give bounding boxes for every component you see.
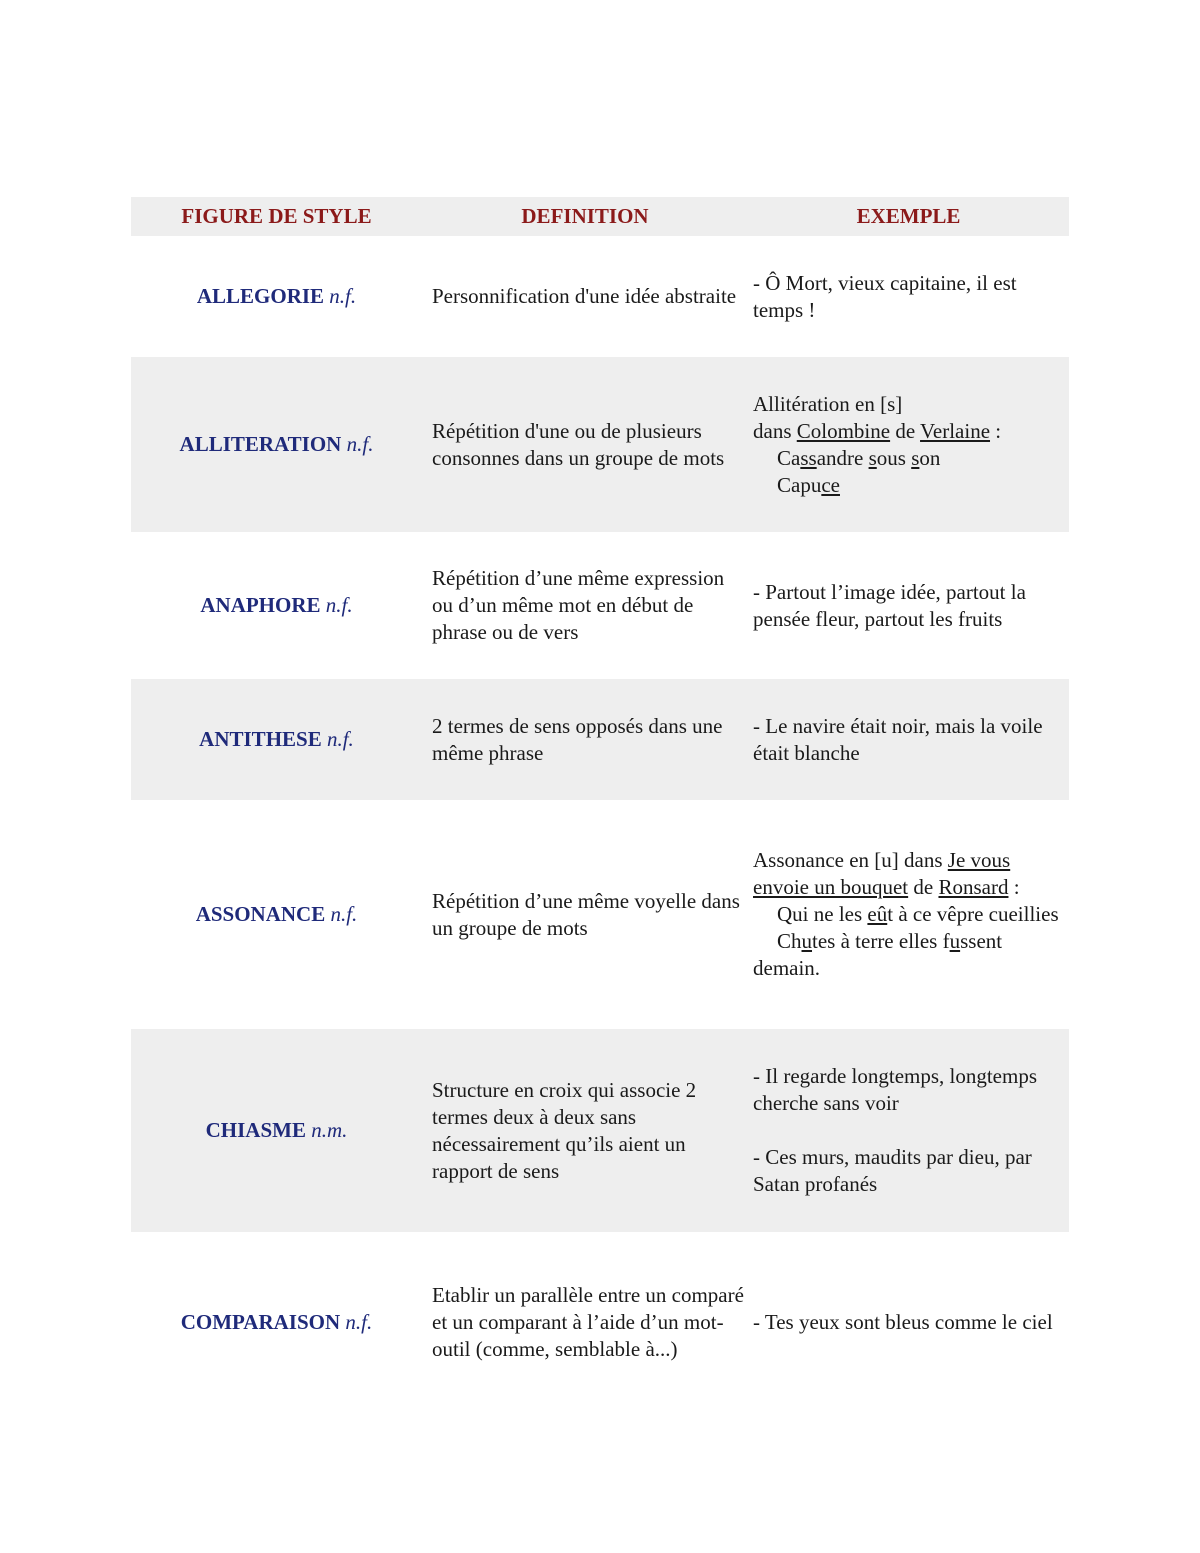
table-row-allegorie [131, 236, 1069, 357]
verse-sound: ss [800, 445, 817, 470]
table-header [131, 197, 1069, 236]
verse-sound: ce [821, 472, 840, 497]
header-row [131, 197, 1069, 236]
example-work-title: Colombine [796, 418, 891, 443]
definition-cell: Répétition d'une ou de plusieurs consonnes dans un groupe de mots [432, 418, 725, 470]
verse-sound: u [949, 929, 961, 953]
definition-cell: 2 termes de sens opposés dans une même phrase [432, 713, 723, 765]
verse-text: Capu [777, 472, 822, 497]
header-figure: FIGURE DE STYLE [181, 204, 372, 228]
example-text: - Le navire était noir, mais la voile était blanche [753, 713, 1043, 765]
table-row-chiasme [131, 1029, 1069, 1232]
example-text: - Ô Mort, vieux capitaine, il est temps ! [753, 270, 1017, 322]
term-name: ALLITERATION [179, 432, 342, 456]
term-gender: n.f. [329, 284, 357, 308]
header-example: EXEMPLE [856, 204, 961, 228]
term-cell [131, 1029, 422, 1232]
term-cell [131, 1232, 422, 1412]
definition-cell: Répétition d’une même expression ou d’un même mot en début de phrase ou de vers [432, 566, 725, 644]
table-row-anaphore [131, 532, 1069, 679]
verse-text: Qui ne les [777, 902, 868, 926]
term-cell [131, 679, 422, 800]
term-cell [131, 532, 422, 679]
definition-cell: Etablir un parallèle entre un comparé et un comparant à l’aide d’un mot-outil (comme, semblable à...) [432, 1282, 744, 1361]
term-cell [131, 236, 422, 357]
term-name: COMPARAISON [180, 1309, 341, 1334]
term-gender: n.f. [325, 593, 353, 617]
term-gender: n.f. [346, 432, 374, 456]
header-definition: DEFINITION [521, 204, 649, 228]
verse-sound: s [911, 445, 920, 470]
example-dans: dans [753, 418, 797, 443]
verse-sound: u [801, 929, 813, 953]
term-name: ALLEGORIE [196, 284, 325, 308]
example-colon: : [990, 418, 1002, 443]
example-cell [748, 236, 1069, 357]
table-body [131, 236, 1069, 1412]
example-de: de [890, 418, 921, 443]
verse-text: tes à terre elles f [812, 929, 950, 953]
term-cell [131, 357, 422, 532]
example-author: Verlaine [920, 418, 991, 443]
example-cell [748, 679, 1069, 800]
example-cell [748, 532, 1069, 679]
term-name: CHIASME [205, 1118, 306, 1142]
term-gender: n.m. [311, 1118, 348, 1142]
example-text: - Tes yeux sont bleus comme le ciel [753, 1309, 1053, 1334]
example-text: - Partout l’image idée, partout la pensée fleur, partout les fruits [753, 579, 1026, 631]
term-cell [131, 800, 422, 1029]
verse-text: ous [876, 445, 912, 470]
definition-cell: Structure en croix qui associe 2 termes deux à deux sans nécessairement qu’ils aient un rapport de sens [432, 1077, 697, 1183]
verse-text: Ch [777, 929, 802, 953]
verse-text: ssent demain. [753, 929, 1003, 980]
example-cell [748, 357, 1069, 532]
example-work-title: Je vous envoie un bouquet [753, 848, 1011, 899]
example-intro: Allitération en [s] [753, 391, 903, 416]
table-row-comparaison [131, 1232, 1069, 1412]
definition-cell: Personnification d'une idée abstraite [432, 284, 737, 308]
term-gender: n.f. [330, 902, 358, 926]
verse-text: andre [816, 445, 869, 470]
example-cell [748, 800, 1069, 1029]
verse-text: t à ce vêpre cueillies [887, 902, 1059, 926]
term-gender: n.f. [326, 727, 354, 751]
example-de: de [908, 875, 939, 899]
example-colon: : [1008, 875, 1020, 899]
definition-cell: Répétition d’une même voyelle dans un groupe de mots [432, 888, 740, 940]
verse-sound: eû [867, 902, 888, 926]
term-name: ASSONANCE [195, 902, 326, 926]
example-cell [748, 1232, 1069, 1412]
verse-sound: s [868, 445, 877, 470]
term-name: ANTITHESE [199, 727, 322, 751]
verse-text: Ca [777, 445, 801, 470]
table-row-alliteration [131, 357, 1069, 532]
example-text: - Il regarde longtemps, longtemps cherche sans voir [753, 1064, 1038, 1115]
verse-text: on [919, 445, 941, 470]
term-gender: n.f. [345, 1309, 373, 1334]
example-cell [748, 1029, 1069, 1232]
table-row-antithese [131, 679, 1069, 800]
table-row-assonance [131, 800, 1069, 1029]
example-intro: Assonance en [u] dans [753, 848, 948, 872]
example-text: - Ces murs, maudits par dieu, par Satan profanés [753, 1145, 1032, 1196]
example-author: Ronsard [938, 875, 1009, 899]
figures-de-style-table [131, 197, 1069, 1412]
term-name: ANAPHORE [200, 593, 321, 617]
